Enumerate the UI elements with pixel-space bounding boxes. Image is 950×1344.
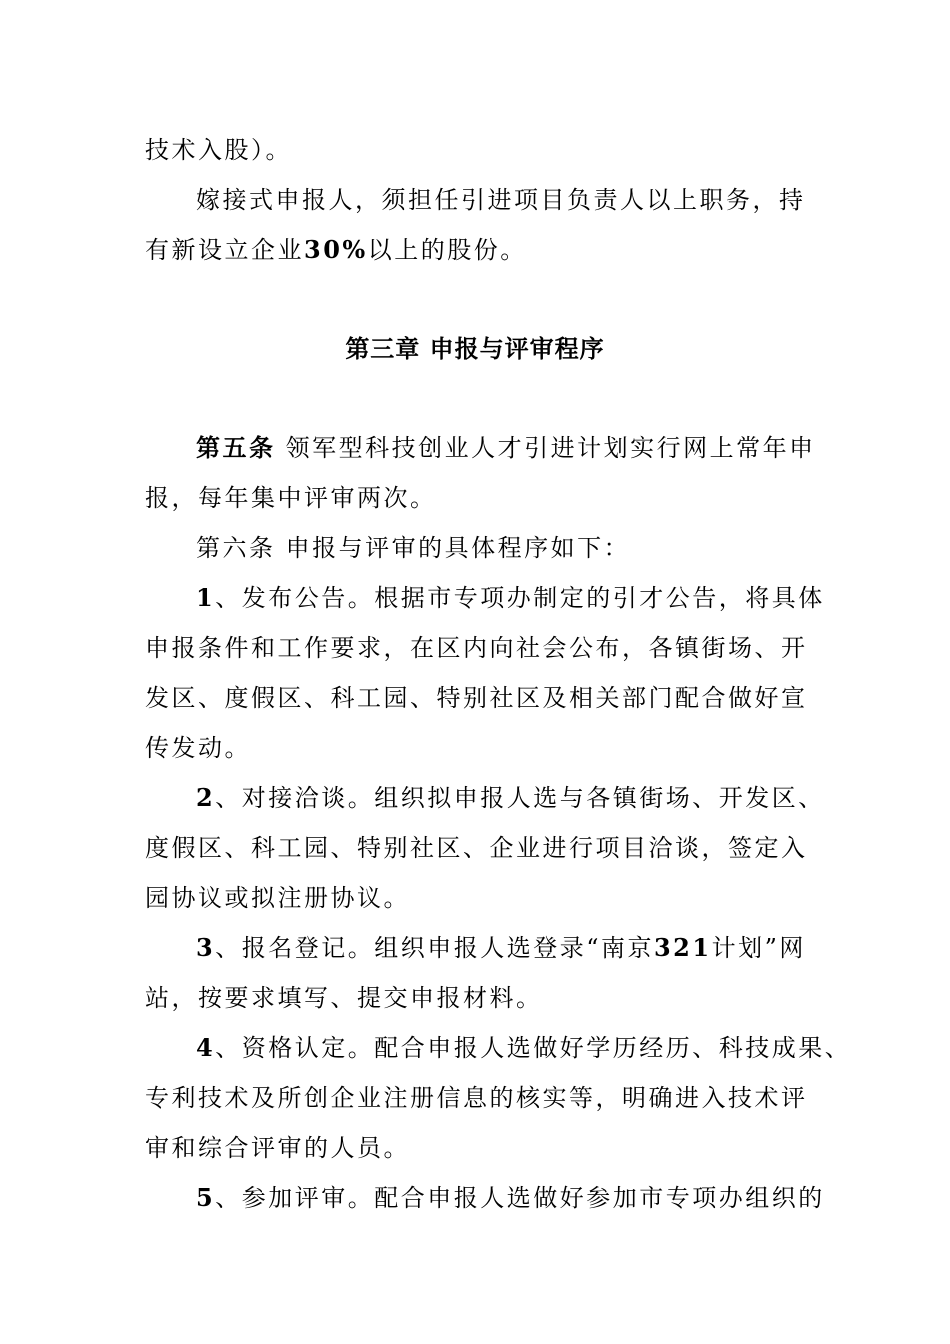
paragraph-line [145,883,810,913]
paragraph-line [145,833,810,863]
paragraph-line [145,1083,810,1113]
text-run: 报，每年集中评审两次。 [145,484,437,512]
text-run: 有新设立企业 [145,236,304,264]
list-item-4 [196,1033,852,1063]
text-run: 园协议或拟注册协议。 [145,884,410,912]
article-label: 第六条 [196,534,276,562]
text-run: 以上的股份。 [367,236,527,264]
text-run: 申报与评审的具体程序如下： [275,534,631,562]
text-run: 、参加评审。配合申报人选做好参加市专项办组织的 [215,1184,825,1212]
text-run: 发区、度假区、科工园、特别社区及相关部门配合做好宣 [145,684,808,712]
text-run: 站，按要求填写、提交申报材料。 [145,984,543,1012]
paragraph-line [145,483,810,513]
paragraph-line [145,1133,810,1163]
number-run: 30% [304,235,368,264]
text-run: 、报名登记。组织申报人选登录“南京 [215,934,654,962]
number-run: 321 [653,933,712,962]
paragraph-line [145,633,810,663]
chapter-title: 第三章 申报与评审程序 [345,334,605,363]
text-run: 计划”网 [711,934,806,962]
paragraph-line [196,185,810,215]
text-run: 、发布公告。根据市专项办制定的引才公告，将具体 [215,584,825,612]
text-run: 技术入股）。 [145,136,292,164]
article-label: 第五条 [196,433,276,462]
item-number: 5 [196,1183,216,1212]
text-run: 度假区、科工园、特别社区、企业进行项目洽谈，签定入 [145,834,808,862]
item-number: 1 [196,583,216,612]
paragraph-line [145,733,810,763]
list-item-5 [196,1183,825,1213]
text-run: 申报条件和工作要求，在区内向社会公布，各镇街场、开 [145,634,808,662]
text-run: 领军型科技创业人才引进计划实行网上常年申 [275,434,816,462]
list-item-3 [196,933,810,963]
list-item-1 [196,583,825,613]
text-run: 、对接洽谈。组织拟申报人选与各镇街场、开发区、 [215,784,825,812]
paragraph-line [145,135,810,165]
item-number: 3 [196,933,216,962]
text-run: 、资格认定。配合申报人选做好学历经历、科技成果、 [215,1034,852,1062]
paragraph-line [145,235,810,265]
paragraph-line [145,683,810,713]
item-number: 4 [196,1033,216,1062]
list-item-2 [196,783,825,813]
text-run: 审和综合评审的人员。 [145,1134,410,1162]
text-run: 嫁接式申报人，须担任引进项目负责人以上职务，持 [196,186,806,214]
text-run: 专利技术及所创企业注册信息的核实等，明确进入技术评 [145,1084,808,1112]
item-number: 2 [196,783,216,812]
article-5-line [196,433,816,463]
text-run: 传发动。 [145,734,251,762]
article-6-line [196,533,810,563]
paragraph-line [145,983,810,1013]
